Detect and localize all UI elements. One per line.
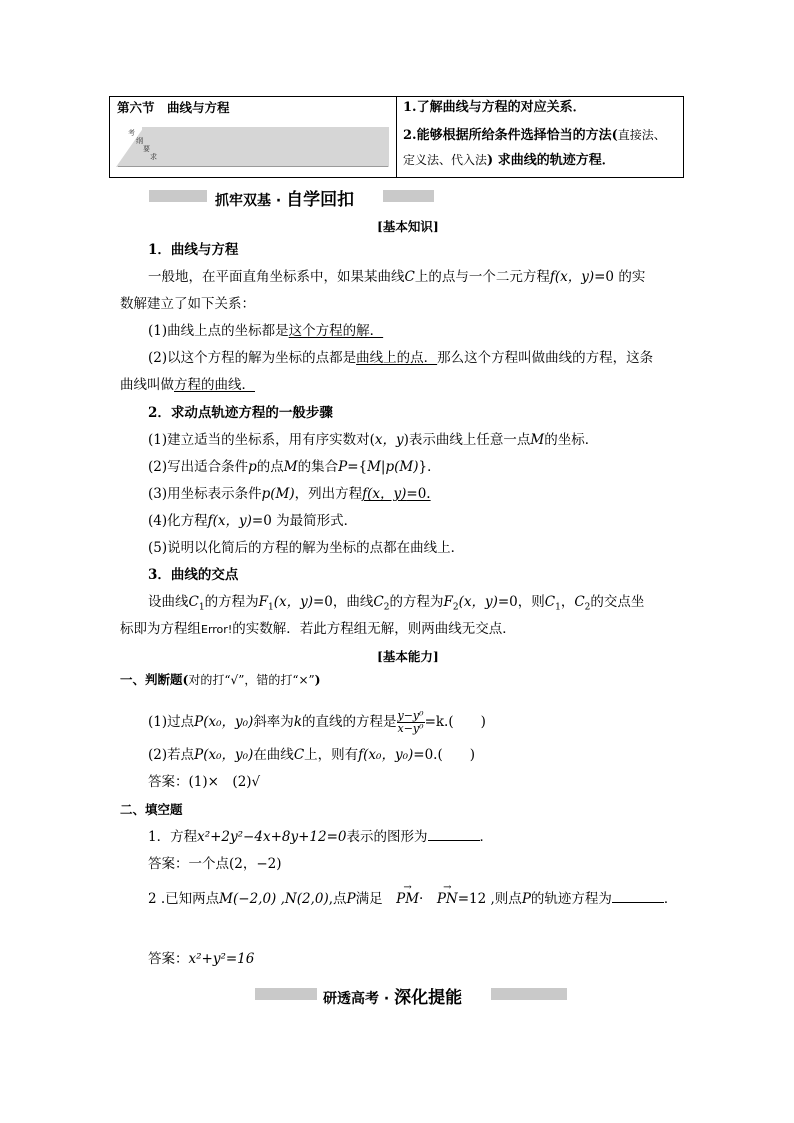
section-number: 第六节 [117, 100, 155, 115]
answer-2: 答案：一个点(2，−2) [148, 856, 282, 872]
fill-item-1: 1．方程x²+2y²−4x+8y+12=0表示的图形为 ． [148, 829, 493, 845]
outline-band-edge [118, 166, 388, 167]
slope-fraction: $\frac{\text{y−y⁰}}{\text{x−y⁰}}$ [397, 709, 424, 735]
condition-1: (1)曲线上点的坐标都是这个方程的解． [148, 323, 384, 339]
vector-pn: → PN [437, 890, 458, 908]
step-3: (3)用坐标表示条件p(M)，列出方程f(x，y)=0. [148, 486, 431, 502]
section-title: 曲线与方程 [167, 100, 230, 115]
kg-char-2: 纲 [136, 137, 143, 145]
header-divider [396, 96, 397, 178]
vector-pm: → PM [396, 890, 419, 908]
heading-1: 1．曲线与方程 [148, 242, 239, 258]
intersection-line2: 标即为方程组Error!的实数解．若此方程组无解，则两曲线无交点． [120, 621, 516, 637]
step-4: (4)化方程f(x，y)=0 为最简形式． [148, 513, 358, 529]
banner-deepen: 研透高考 · 深化提能 [323, 988, 463, 1008]
condition-2-line1: (2)以这个方程的解为坐标的点都是曲线上的点．那么这个方程叫做曲线的方程，这条 [148, 350, 654, 366]
fill-blank-1[interactable] [428, 828, 480, 841]
banner2-bar-left [255, 988, 317, 1000]
basic-ability-heading: [基本能力] [377, 649, 439, 664]
step-5: (5)说明以化简后的方程的解为坐标的点都在曲线上． [148, 540, 465, 556]
kg-char-1: 考 [128, 129, 135, 137]
banner-bar-left [149, 190, 207, 202]
section-heading [117, 99, 230, 117]
intersection-line1: 设曲线$C_1$的方程为$F_1(x$，y)=0，曲线$C_2$的方程为$F_2(x$，y)=0，则$C_1$，$C_2$的交点坐 [148, 594, 645, 613]
banner2-bar-right [491, 988, 567, 1000]
step-1: (1)建立适当的坐标系，用有序实数对(x，y)表示曲线上任意一点M的坐标． [148, 432, 599, 448]
para-1-line1: 一般地，在平面直角坐标系中，如果某曲线C上的点与一个二元方程f(x，y)=0 的实 [148, 269, 646, 285]
true-false-heading: 一、判断题(对的打“√”，错的打“×”) [120, 672, 321, 687]
answer-1: 答案：(1)× (2)√ [148, 774, 261, 790]
fill-blank-2[interactable] [612, 890, 664, 903]
basic-knowledge-heading: [基本知识] [377, 219, 439, 234]
banner-self-study: 抓牢双基 · 自学回扣 [215, 190, 355, 210]
fill-item-2: 2 .已知两点M(−2,0) ,N(2,0),点P满足 → PM· → PN=12 ,则点P的轨迹方程为 ． [148, 890, 677, 908]
heading-2: 2．求动点轨迹方程的一般步骤 [148, 405, 333, 421]
answer-3: 答案：x²+y²=16 [148, 951, 255, 967]
heading-3: 3．曲线的交点 [148, 567, 239, 583]
requirement-2-line2: 定义法、代入法) 求曲线的轨迹方程． [403, 153, 615, 168]
requirement-2-line1: 2.能够根据所给条件选择恰当的方法(直接法、 [403, 128, 666, 143]
requirement-1: 1.了解曲线与方程的对应关系． [403, 100, 586, 115]
outline-band [142, 127, 389, 167]
kg-char-4: 求 [150, 153, 157, 161]
banner-bar-right [383, 190, 434, 202]
para-1-line2: 数解建立了如下关系： [120, 296, 255, 312]
fill-in-heading: 二、填空题 [120, 802, 183, 817]
true-false-item-2: (2)若点P(x₀，y₀)在曲线C上，则有f(x₀，y₀)=0.( ) [148, 747, 475, 763]
true-false-item-1: (1)过点P(x₀，y₀)斜率为k的直线的方程是 $\frac{\text{y−y⁰}}{\text{x−y⁰}}$ =k.( ) [148, 709, 486, 735]
kg-char-3: 要 [143, 145, 150, 153]
step-2: (2)写出适合条件p的点M的集合P={M|p(M)}． [148, 459, 441, 475]
condition-2-line2: 曲线叫做方程的曲线． [120, 377, 255, 393]
